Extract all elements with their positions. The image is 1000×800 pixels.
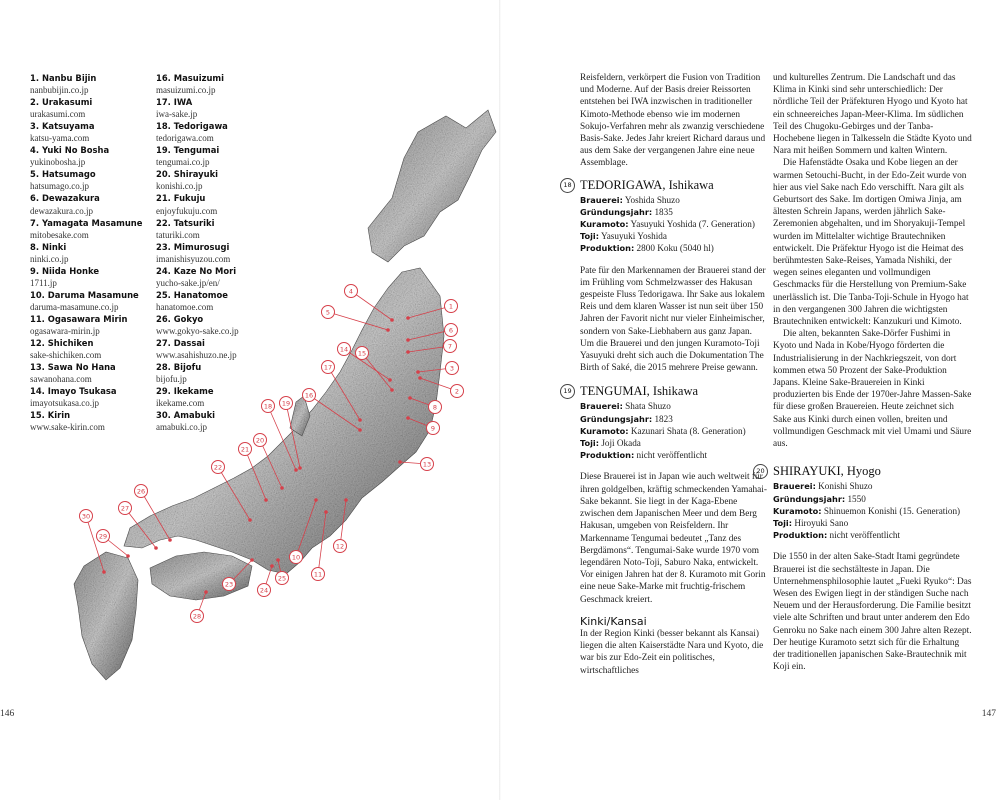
marker-target-dot [408,396,412,400]
marker-target-dot [406,350,410,354]
marker-number-label: 25 [277,574,287,583]
text-column-1 [563,72,768,677]
brewery-url: www.sake-kirin.com [30,422,105,433]
fact-key: Brauerei: [773,481,816,492]
brewery-number: 8. [30,241,42,252]
marker-number-label: 1 [448,302,454,311]
brewery-name-text: Tedorigawa [173,121,228,132]
brewery-url: yucho-sake.jp/en/ [156,277,220,288]
brewery-name-text: Katsuyama [41,121,95,132]
marker-number-label: 18 [263,402,273,411]
fact-value: Hiroyuki Sano [794,517,849,528]
brewery-number: 29. [156,386,174,397]
brewery-name-text: Mimurosugi [173,241,230,252]
marker-number-label: 28 [192,612,202,621]
brewery-name-text: Yamagata Masamune [41,217,143,228]
marker-target-dot [406,416,410,420]
brewery-url: www.asahishuzo.ne.jp [156,350,237,361]
marker-target-dot [248,518,252,522]
brewery-url: imanishisyuzou.com [156,253,231,264]
page-number-left: 146 [0,709,15,719]
brewery-url: enjoyfukuju.com [156,205,218,216]
brewery-url: amabuki.co.jp [156,422,207,433]
fact-row [580,218,768,230]
marker-number-label: 30 [81,512,91,521]
brewery-url: katsu-yama.com [30,133,90,144]
brewery-number: 16. [156,73,174,83]
brewery-name-text: Hatsumago [41,169,96,180]
brewery-name-text: Dassai [173,338,205,349]
brewery-url: yukinobosha.jp [30,157,86,168]
fact-key: Brauerei: [580,194,623,205]
region-paragraph: und kulturelles Zentrum. Die Landschaft und das Klima in Kinki sind sehr unterschiedlich: Der nördliche Teil der Präfekturen Hyogo und Kyoto hat ein schneereiches Japan-Meer-Klima. Im südlichen Teil des Chugoku-Gebirges und der Tanba-Hochebene liegen in Talkesseln die Städte Kyoto und Nara mit heißen Sommern und kalten Wintern. [773,73,972,157]
section-text: In der Region Kinki (besser bekannt als Kansai) liegen die alten Kaiserstädte Nara und Kyoto, die war bis zur Edo-Zeit ein politisches, wirtschaftliches [580,628,764,676]
brewery-number: 10. [30,289,48,300]
entry-text: Pate für den Markennamen der Brauerei stand der im Frühling vom Schmelzwasser des Hakusan gespeiste Fluss Tedorigawa. Ihr Sake aus lokalem Reis und dem klaren Wasser ist nun seit über 150 Jahren der Favorit nicht nur vieler Einheimischer, sondern von Sake-Liebhabern aus ganz Japan. Um die Brauerei und den jungen Kuramoto-Toji Yasuyuki dreht sich auch die Dokumentation The Birth of Saké, die 2015 mehrere Preise gewann. [580,265,766,374]
brewery-number: 1. [30,73,42,83]
brewery-number: 30. [156,410,174,421]
marker-target-dot [264,498,268,502]
marker-target-dot [386,328,390,332]
brewery-url: taturiki.com [156,229,200,240]
text-column-2 [756,72,973,673]
brewery-number: 22. [156,217,174,228]
fact-row [580,400,768,412]
brewery-name-text: Masuizumi [173,73,225,83]
fact-key: Produktion: [773,530,828,541]
fact-row [580,413,768,425]
brewery-name-text: Shichiken [47,338,94,349]
region-paragraph: Die alten, bekannten Sake-Dörfer Fushimi in Kyoto und Nada in Kobe/Hyogo förderten die Industrialisierung in der Nachkriegszeit, von dort kommen etwa 50 Prozent der Sake-Produktion Japans. Kleine Sake-Brauereien in Kinki produzierten bis Ende der 1970er-Jahre Massen-Sake für diese großen Brauereien. Heute zeichnet sich Sake aus Kinki durch einen vollen, breiten und vollmundigen Geschmack mit viel Umami und Säure aus. [773,329,972,450]
marker-number-label: 5 [325,308,331,317]
fact-row [580,449,768,461]
marker-target-dot [270,564,274,568]
brewery-number: 28. [156,362,174,373]
brewery-number: 18. [156,121,174,132]
brewery-url: ogasawara-mirin.jp [30,325,100,336]
marker-target-dot [168,538,172,542]
marker-target-dot [250,558,254,562]
entry-number-badge: 19 [560,384,575,399]
brewery-url: konishi.co.jp [156,181,203,192]
brewery-number: 9. [30,265,42,276]
brewery-number: 17. [156,97,174,108]
marker-number-label: 12 [335,542,345,551]
brewery-number: 6. [30,193,42,204]
fact-value: Konishi Shuzo [818,481,873,492]
fact-value: Shata Shuzo [625,401,671,412]
marker-target-dot [416,370,420,374]
intro-paragraph: Reisfeldern, verkörpert die Fusion von Tradition und Moderne. Auf der Basis dreier Reissorten entstehen bei IWA inzwischen in traditioneller Kimoto-Methode ebenso wie im modernen Sokujo-Verfahren mehr als zwanzig verschiedene Basis-Sake. Jedes Jahr kreiert Richard daraus und aus dem Sake der vergangenen Jahre eine neue Assemblage. [580,73,766,169]
marker-number-label: 15 [357,349,367,358]
marker-target-dot [276,558,280,562]
brewery-number: 2. [30,97,42,108]
marker-target-dot [294,468,298,472]
fact-value: Yasuyuki Yoshida (7. Generation) [630,219,755,230]
entry-shirayuki [756,464,973,673]
brewery-number: 19. [156,145,174,156]
marker-number-label: 16 [304,391,314,400]
fact-value: Joji Okada [601,438,641,449]
marker-number-label: 4 [348,287,354,296]
fact-key: Kuramoto: [580,219,629,230]
marker-number-label: 10 [291,553,301,562]
marker-number-label: 24 [259,586,269,595]
marker-number-label: 9 [430,424,436,433]
brewery-name-text: Sawa No Hana [47,362,116,373]
entry-tedorigawa [563,177,768,375]
fact-key: Kuramoto: [580,425,629,436]
brewery-url: ikekame.com [156,398,205,409]
marker-number-label: 13 [422,460,432,469]
marker-number-label: 14 [339,345,349,354]
marker-number-label: 19 [281,399,291,408]
entry-tengumai [563,384,768,605]
fact-key: Gründungsjahr: [580,413,653,424]
marker-target-dot [126,554,130,558]
brewery-number: 20. [156,169,174,180]
fact-key: Brauerei: [580,401,623,412]
kyushu-island [74,552,138,680]
fact-row [580,194,768,206]
brewery-url: imayotsukasa.co.jp [30,398,99,409]
brewery-name-text: Yuki No Bosha [41,145,110,156]
marker-number-label: 21 [240,445,250,454]
fact-key: Produktion: [580,243,635,254]
marker-target-dot [398,460,402,464]
brewery-number: 23. [156,241,174,252]
brewery-name-text: Urakasumi [41,97,93,108]
fact-key: Toji: [773,517,793,528]
brewery-url: www.gokyo-sake.co.jp [156,325,239,336]
brewery-url: hatsumago.co.jp [30,181,89,192]
fact-key: Produktion: [580,450,635,461]
fact-key: Kuramoto: [773,505,822,516]
fact-value: 1835 [654,206,673,217]
marker-target-dot [344,498,348,502]
fact-value: 1550 [847,493,866,504]
marker-number-label: 7 [447,342,453,351]
fact-key: Gründungsjahr: [580,206,653,217]
fact-value: 1823 [654,413,673,424]
marker-target-dot [204,590,208,594]
brewery-name-text: Daruma Masamune [47,289,139,300]
fact-row [580,425,768,437]
entry-number-badge: 20 [753,464,768,479]
brewery-name-text: Amabuki [173,410,216,421]
marker-target-dot [314,498,318,502]
marker-target-dot [418,376,422,380]
fact-key: Toji: [580,231,600,242]
brewery-number: 3. [30,121,42,132]
marker-number-label: 17 [323,363,333,372]
brewery-name-text: Ogasawara Mirin [47,313,128,324]
entry-title: TEDORIGAWA, Ishikawa [580,177,714,192]
brewery-number: 14. [30,386,48,397]
entry-title: TENGUMAI, Ishikawa [580,384,699,399]
fact-row [580,206,768,218]
marker-target-dot [358,418,362,422]
marker-number-label: 11 [313,570,323,579]
entry-text: Die 1550 in der alten Sake-Stadt Itami gegründete Brauerei ist die sechstälteste in Japan. Die Unternehmensphilosophie lautet „Fueki Ryuko“: Das Wesen des Ewigen liegt in der ständigen Suche nach Neuem und der Herausforderung. Die Familie besitzt viele alte Schriften und braut unter anderem den Edo Genroku no Sake nach einem 300 Jahre alten Rezept. Der heutige Kuramoto setzt sich für die Erhaltung der traditionellen japanischen Sake-Brautechnik mit Koji ein. [773,552,972,673]
brewery-url: ninki.co.jp [30,253,69,264]
fact-value: 2800 Koku (5040 hl) [636,243,714,254]
brewery-number: 5. [30,169,42,180]
entry-facts [580,400,768,461]
brewery-number: 25. [156,289,174,300]
fact-value: Yasuyuki Yoshida [600,231,667,242]
brewery-name-text: Fukuju [173,193,206,204]
honshu-island [124,265,444,574]
fact-row [580,437,768,449]
brewery-url: daruma-masamune.co.jp [30,301,119,312]
marker-target-dot [102,570,106,574]
fact-value: nicht veröffentlicht [829,530,901,541]
marker-target-dot [406,316,410,320]
brewery-number: 26. [156,313,174,324]
brewery-number: 11. [30,313,48,324]
brewery-url: iwa-sake.jp [156,109,198,120]
marker-target-dot [406,338,410,342]
fact-row [773,505,973,517]
marker-number-label: 26 [136,487,146,496]
brewery-number: 15. [30,410,48,421]
brewery-number: 21. [156,193,174,204]
marker-target-dot [388,378,392,382]
fact-row [580,230,768,242]
brewery-name-text: Ikekame [173,386,214,397]
brewery-name-text: Shirayuki [173,169,219,180]
marker-target-dot [280,486,284,490]
marker-target-dot [390,388,394,392]
fact-row [773,529,973,541]
marker-number-label: 3 [449,364,455,373]
entry-title: SHIRAYUKI, Hyogo [773,464,881,479]
brewery-url: urakasumi.com [30,109,86,120]
brewery-url: hanatomoe.com [156,301,214,312]
brewery-name-text: Tatsuriki [173,217,215,228]
section-heading: Kinki/Kansai [580,614,647,628]
marker-number-label: 29 [98,532,108,541]
fact-row [773,480,973,492]
brewery-name-text: Imayo Tsukasa [47,386,117,397]
marker-target-dot [154,546,158,550]
brewery-name-text: Tengumai [173,145,220,156]
fact-value: nicht veröffentlicht [636,450,708,461]
fact-row [580,242,768,254]
brewery-url: nanbubijin.co.jp [30,85,89,96]
brewery-number: 4. [30,145,42,156]
brewery-url: tengumai.co.jp [156,157,210,168]
brewery-name-text: Nanbu Bijin [41,73,97,83]
fact-row [773,493,973,505]
brewery-name-text: Gokyo [173,313,204,324]
entry-facts [580,194,768,255]
right-page [500,0,1000,800]
page-number-right: 147 [981,709,996,719]
marker-target-dot [390,318,394,322]
fact-key: Toji: [580,438,600,449]
fact-value: Shinuemon Konishi (15. Generation) [823,505,961,516]
brewery-name-text: Kaze No Mori [173,265,237,276]
brewery-number: 12. [30,338,48,349]
brewery-url: mitobesake.com [30,229,89,240]
brewery-url: sawanohana.com [30,374,92,385]
fact-row [773,517,973,529]
marker-number-label: 23 [224,580,234,589]
brewery-url: tedorigawa.com [156,133,214,144]
brewery-number: 7. [30,217,42,228]
brewery-url: 1711.jp [30,277,57,288]
brewery-url: masuizumi.co.jp [156,85,216,96]
brewery-url: sake-shichiken.com [30,350,102,361]
marker-number-label: 22 [213,463,223,472]
entry-number-badge: 18 [560,178,575,193]
marker-number-label: 20 [255,436,265,445]
brewery-url: dewazakura.co.jp [30,205,93,216]
entry-text: Diese Brauerei ist in Japan wie auch weltweit für ihren goldgelben, kräftig schmeckenden Yamahai-Sake bekannt. Sie liegt in der Kaga-Ebene zwischen dem Japanischen Meer und dem Berg Hakusan, umgeben von Reisfeldern. Ihr Markenname Tengumai bedeutet „Tanz des Bergdämons“. Tengumai-Sake wurde 1970 vom legendären Noto-Toji, Saburo Naka, entwickelt. Vor einigen Jahren hat der 8. Kuramoto mit Gorin eine neue Sake-Marke mit fruchtig-frischem Geschmack kreiert. [580,472,767,605]
fact-value: Kazunari Shata (8. Generation) [630,425,746,436]
marker-number-label: 27 [120,504,130,513]
region-paragraph: Die Hafenstädte Osaka und Kobe liegen an der warmen Setouchi-Bucht, in der Edo-Zeit wurde von hier aus viel Sake nach Edo verschifft. Nara gilt als Geburtsort des Sake. Im dortigen Omiwa Jinja, am ältesten Schrein Japans, werden jährlich Sake-Zeremonien abgehalten, und im Shoryakuji-Tempel wurden im Mittelalter wichtige Brautechniken entwickelt. Die Präfektur Hyogo ist die Heimat des berühmtesten Sake-Reises, Yamada Nishiki, der wegen seines eleganten und vollmundigen Geschmacks für die Herstellung von Premium-Sake unerlässlich ist. Die Tanba-Toji-Schule in Hyogo hat in den vergangenen 300 Jahren die wichtigsten Brautechniken entwickelt: Kanzukuri und Kimoto. [773,158,969,328]
brewery-url: bijofu.jp [156,374,187,385]
marker-number-label: 8 [432,403,438,412]
fact-value: Yoshida Shuzo [624,194,680,205]
marker-number-label: 6 [448,326,454,335]
brewery-name-text: Bijofu [173,362,202,373]
entry-facts [773,480,973,541]
brewery-number: 27. [156,338,174,349]
brewery-name-text: Kirin [47,410,71,421]
brewery-number: 13. [30,362,48,373]
marker-target-dot [324,510,328,514]
brewery-name-text: Niida Honke [41,265,99,276]
hokkaido-island [368,110,496,262]
marker-target-dot [358,428,362,432]
brewery-name-text: IWA [173,97,193,108]
brewery-number: 24. [156,265,174,276]
marker-target-dot [298,466,302,470]
brewery-name-text: Dewazakura [41,193,100,204]
brewery-name-text: Ninki [41,241,67,252]
brewery-name-text: Hanatomoe [173,289,228,300]
marker-number-label: 2 [454,387,460,396]
fact-key: Gründungsjahr: [773,493,846,504]
